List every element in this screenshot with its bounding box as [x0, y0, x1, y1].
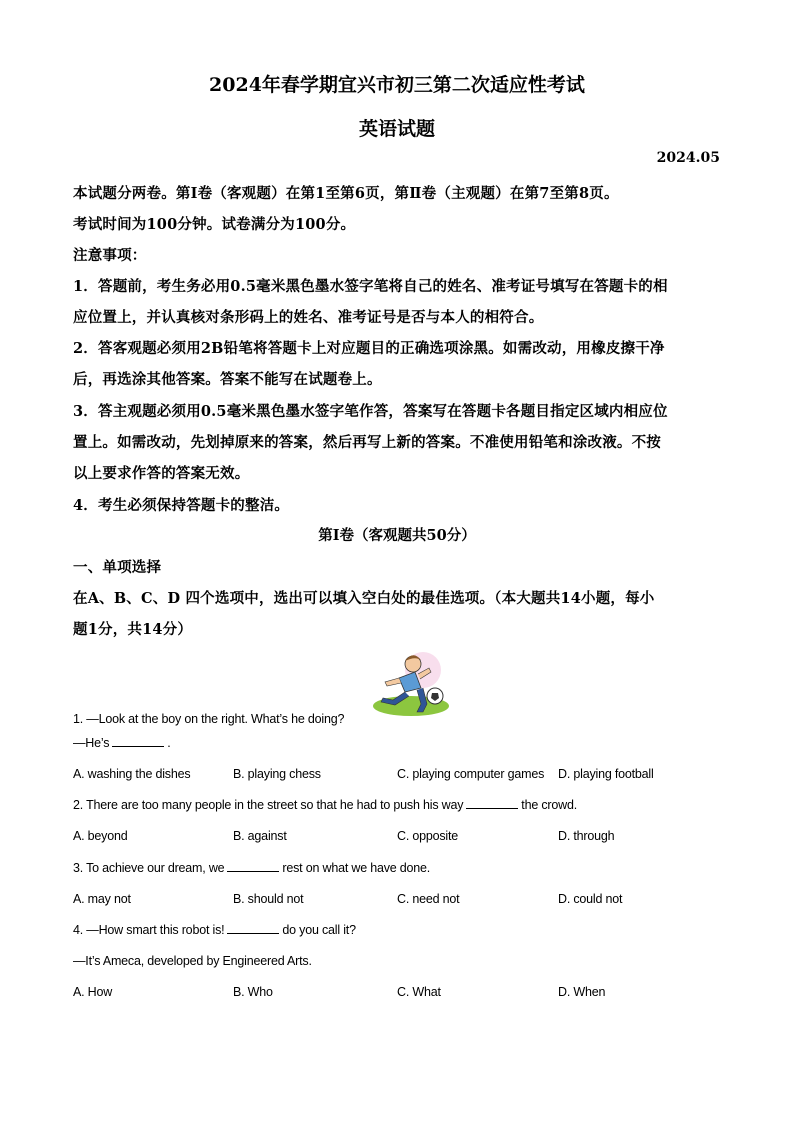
boy-playing-football-icon	[363, 648, 451, 720]
question-4-reply: —It’s Ameca, developed by Engineered Arts.	[73, 954, 312, 968]
exam-subtitle: 英语试题	[358, 118, 435, 140]
question-1-answer-line: —He’s .	[73, 736, 171, 750]
q4-option-d: D. When	[558, 985, 606, 999]
answer-blank	[112, 736, 164, 747]
section-title: 第Ⅰ卷（客观题共50分）	[318, 527, 476, 544]
intro-line-2: 考试时间为100分钟。试卷满分为100分。	[73, 216, 356, 233]
q4-option-b: B. Who	[233, 985, 273, 999]
q2-option-a: A. beyond	[73, 829, 128, 843]
note-4: 4．考生必须保持答题卡的整洁。	[73, 497, 290, 514]
q1-option-c: C. playing computer games	[397, 767, 545, 781]
q1-option-b: B. playing chess	[233, 767, 321, 781]
answer-blank	[466, 798, 518, 809]
q2-option-c: C. opposite	[397, 829, 459, 843]
q4-option-c: C. What	[397, 985, 441, 999]
exam-date: 2024.05	[656, 150, 720, 166]
question-4-stem: 4. —How smart this robot is! do you call it?	[73, 923, 356, 937]
answer-blank	[227, 923, 279, 934]
note-1b: 应位置上，并认真核对条形码上的姓名、准考证号是否与本人的相符合。	[73, 309, 544, 326]
question-2-stem: 2. There are too many people in the street so that he had to push his way the crowd.	[73, 798, 577, 812]
q1-option-d: D. playing football	[558, 767, 654, 781]
q2-option-d: D. through	[558, 829, 615, 843]
exam-title: 2024年春学期宜兴市初三第二次适应性考试	[209, 74, 585, 96]
question-1-stem: 1. —Look at the boy on the right. What’s he doing?	[73, 712, 345, 726]
answer-blank	[227, 861, 279, 872]
q4-option-a: A. How	[73, 985, 113, 999]
question-3-stem: 3. To achieve our dream, we rest on what we have done.	[73, 861, 431, 875]
part-desc-a: 在A、B、C、D 四个选项中，选出可以填入空白处的最佳选项。（本大题共14小题，每小	[73, 590, 655, 607]
q2-option-b: B. against	[233, 829, 287, 843]
q3-option-a: A. may not	[73, 892, 131, 906]
part-title: 一、单项选择	[73, 559, 162, 576]
part-desc-b: 题1分，共14分）	[73, 621, 193, 638]
q3-option-c: C. need not	[397, 892, 460, 906]
note-2a: 2．答客观题必须用2B铅笔将答题卡上对应题目的正确选项涂黑。如需改动，用橡皮擦干净	[73, 340, 665, 357]
intro-line-1: 本试题分两卷。第Ⅰ卷（客观题）在第1至第6页，第Ⅱ卷（主观题）在第7至第8页。	[73, 185, 619, 202]
q3-option-d: D. could not	[558, 892, 623, 906]
note-3c: 以上要求作答的答案无效。	[73, 465, 250, 482]
notes-title: 注意事项：	[73, 247, 147, 264]
q1-option-a: A. washing the dishes	[73, 767, 191, 781]
q3-option-b: B. should not	[233, 892, 304, 906]
note-3b: 置上。如需改动，先划掉原来的答案，然后再写上新的答案。不准使用铅笔和涂改液。不按	[73, 434, 661, 451]
note-2b: 后，再选涂其他答案。答案不能写在试题卷上。	[73, 371, 382, 388]
note-1a: 1．答题前，考生务必用0.5毫米黑色墨水签字笔将自己的姓名、准考证号填写在答题卡的相	[73, 278, 668, 295]
note-3a: 3．答主观题必须用0.5毫米黑色墨水签字笔作答，答案写在答题卡各题目指定区域内相应位	[73, 403, 668, 420]
